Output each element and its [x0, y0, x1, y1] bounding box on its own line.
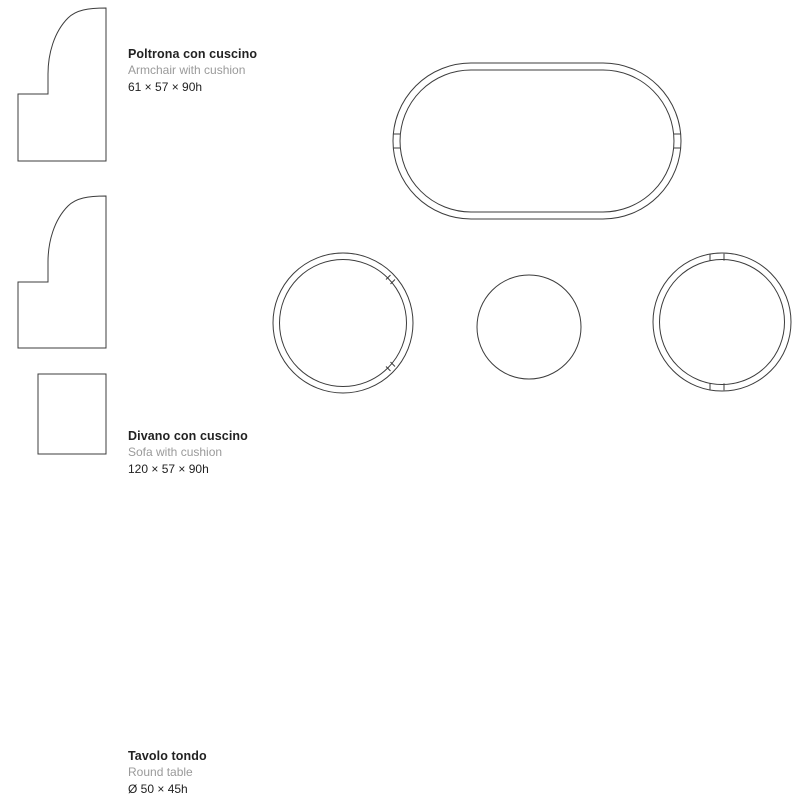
product-dimensions: 61 × 57 × 90h: [128, 80, 203, 94]
armchair-side-elevation-icon: [10, 6, 120, 166]
armchair-plan-view-icon: [652, 252, 792, 392]
product-subtitle: Sofa with cushion: [128, 445, 223, 459]
product-dimensions: 120 × 57 × 90h: [128, 462, 209, 476]
table-labels: [128, 748, 207, 797]
product-subtitle: Round table: [128, 765, 193, 779]
armchair-plan-view-icon: [272, 252, 414, 394]
sofa-side-elevation-icon: [10, 196, 120, 356]
armchair-labels: [128, 46, 257, 95]
product-name: Tavolo tondo: [128, 749, 207, 763]
product-dimensions: Ø 50 × 45h: [128, 782, 188, 796]
sofa-plan-view-icon: [392, 62, 682, 220]
sofa-labels: [128, 428, 248, 477]
product-name: Poltrona con cuscino: [128, 47, 258, 61]
round-table-side-elevation-icon: [10, 370, 120, 460]
round-table-plan-view-icon: [476, 274, 582, 380]
product-name: Divano con cuscino: [128, 429, 248, 443]
product-subtitle: Armchair with cushion: [128, 63, 246, 77]
